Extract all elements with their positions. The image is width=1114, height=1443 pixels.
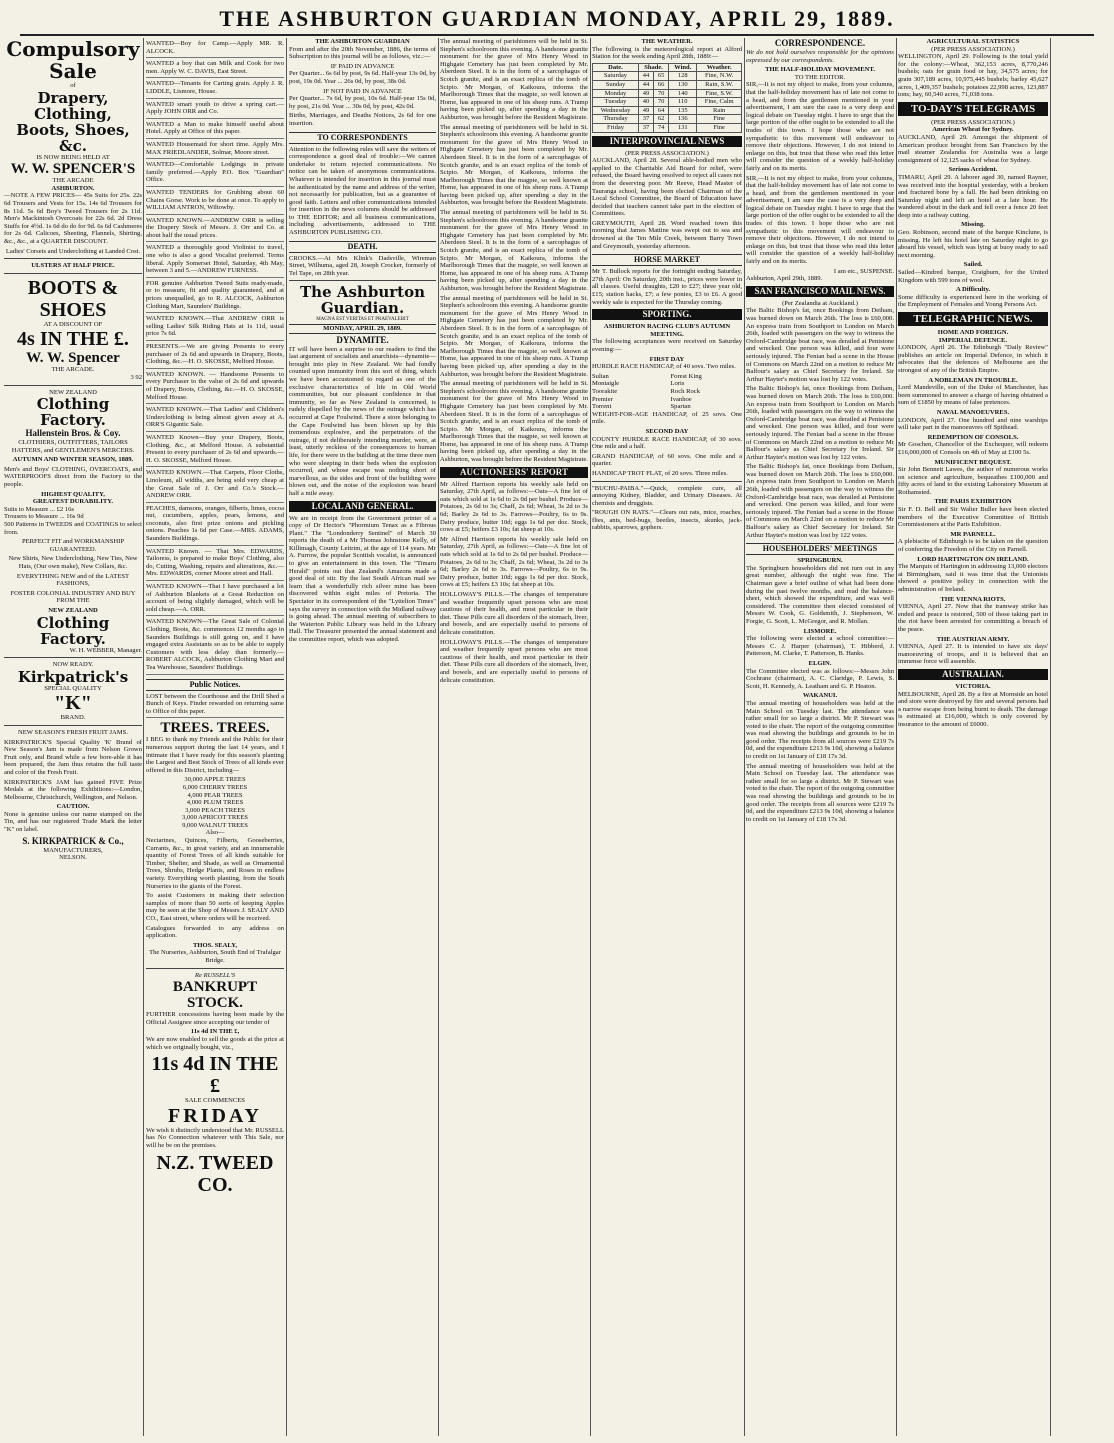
- discount-of: AT A DISCOUNT OF: [43, 320, 103, 328]
- weather-cell: 66: [654, 80, 669, 89]
- weather-cell: Sunday: [593, 80, 639, 89]
- divider: [4, 258, 142, 259]
- column-6-correspondence: [746, 38, 894, 1436]
- sailed-heading: Sailed.: [963, 261, 983, 269]
- we-wish: We wish it distinctly understood that Mr. RUSSELL has No Connection whatever with This Sale, nor will he be on the premises.: [146, 1126, 284, 1149]
- lost-notice: LOST between the Courthouse and the Drill Shed a Bunch of Keys. Finder rewarded on returning same to Office of this paper.: [146, 693, 284, 719]
- manufacturers: MANUFACTURERS,: [43, 846, 103, 854]
- clothiers-text: CLOTHIERS, OUTFITTERS, TAILORS HATTERS, and GENTLEMEN'S MERCERS.: [11, 439, 135, 454]
- drapery-heading: Drapery, Clothing,: [34, 88, 112, 123]
- weather-col-shade: Shade.: [638, 63, 668, 72]
- horse-name: Toorakite: [592, 387, 618, 395]
- trees-list-item: 30,000 APPLE TREES: [184, 776, 246, 784]
- paid-in-advance: IF PAID IN ADVANCE: [330, 62, 395, 70]
- spencer-two: W. W. Spencer: [26, 350, 120, 367]
- are-enabled: We are now enabled to sell the goods at the price at which we originally bought, viz.,: [146, 1035, 284, 1051]
- letter-signed: I am etc., SUSPENSE.: [833, 267, 894, 275]
- column-rule: [590, 38, 591, 1436]
- county-hurdle: COUNTY HURDLE RACE HANDICAP, of 30 sovs. One mile and a half.: [592, 435, 742, 451]
- wanted-ad: WANTED KNOWN—That I have purchased a lot of Ashburton Blankets at a Great Reduction on account of being slightly damaged, which will be sold cheap.—A. ORR.: [146, 583, 284, 616]
- kirkpatrick-heading: Kirkpatrick's: [17, 667, 129, 686]
- redemption-text: Mr Goschen, Chancellor of the Exchequer, will redeem £16,000,000 of Consols on 4th of May at £100 5s.: [898, 441, 1048, 456]
- austrian-heading: THE AUSTRIAN ARMY.: [936, 635, 1010, 643]
- now-ready: NOW READY.: [52, 661, 94, 669]
- sporting-heading: SPORTING.: [592, 309, 742, 320]
- catalogue-text: Catalogues forwarded to any address on application.: [146, 924, 284, 940]
- horse-name: Ivanhoe: [670, 395, 692, 403]
- trousers-price: Trousers to Measure ... 16s 9d: [4, 513, 84, 521]
- not-paid: IF NOT PAID IN ADVANCE: [323, 87, 402, 95]
- wanted-ad: WANTED smart youth to drive a spring cart.—Apply JOHN ORR and Co.: [146, 101, 284, 119]
- death-notice: CROOKS.—At Mrs Klink's Dadsville, Wireman Street, Wilhuma, aged 28, Joseph Crocker, formerly of Tel Tape, on 28th year.: [289, 254, 436, 277]
- weather-intro: The following is the meteorological report at Alford Station for the week ending April 28th, 1889:—: [592, 45, 742, 61]
- weather-cell: Rain, S.W.: [697, 80, 742, 89]
- trees-list-item: 4,000 PLUM TREES: [186, 799, 244, 807]
- trees-list-item: 4,000 PEAR TREES: [187, 791, 243, 799]
- weather-cell: 49: [638, 106, 653, 115]
- local-general-continued: The annual meeting of parishioners will be held in St. Stephen's schoolroom this evening. A handsome granite monument for the grave of Mrs Henry Wood in Highgate Cemetery has just been completed by Mr. Aberdeen Steel. It is in the form of a sarcophagus of Scotch granite, and is an exact replica of the tomb of Scipio. Mr Morgan, of Kaikoura, informs the Marlborough Times that the magpie, so well known at Home, has appeared in one of his sheep runs. A Tramp having been picked up, after spending a day in the Ashburton, was brought before the Resident Magistrate.: [440, 294, 588, 378]
- to-editor: TO THE EDITOR.: [794, 73, 846, 81]
- buchu-ad: "BUCHU-PAIBA."—Quick, complete cure, all annoying Kidney, Bladder, and Urinary Diseases. At chemists and druggists.: [592, 484, 742, 507]
- weather-cell: 135: [669, 106, 697, 115]
- munificent-text: Sir John Bennett Lawes, the author of numerous works on science and agriculture, bequeathes £100,000 and fifty acres of land to the existing Laboratory Museum at Rothamsted.: [898, 466, 1048, 496]
- weather-cell: 70: [654, 98, 669, 107]
- accident-text: TIMARU, April 29. A laborer aged 30, named Rayner, was received into the hospital yesterday, with a broken and fractured bone by a fall. He had been drinking on Saturday night and left an hotel at a late hour. He wandered about in the dark and fell over a fence 20 feet deep into a railway cutting.: [898, 173, 1048, 219]
- horse-name: Forest King: [670, 372, 702, 380]
- trees-assist: To assist Customers in making their selection samples of more than 50 sorts of keeping Apples may be seen at the Shop of Messrs J. SEALY AND CO., East street, where orders will be received.: [146, 892, 284, 922]
- wanted-ad: WANTED KNOWN—The Great Sale of Colonial Clothing, Boots, &c. commences 12 months ago in Saunders Buildings is still going on, and I have engaged extra Assistants so as to be able to supply Customers with less delay than formerly.—ROBERT ALCOCK, Ashburton Clothing Mart and Tea Warehouse, Saunders' Buildings.: [146, 618, 284, 674]
- munificent-heading: MUNIFICENT BEQUEST.: [934, 458, 1012, 466]
- springburn-text: The Springburn householders did not turn out in any great number, although the night was fine. The Chairman gave a brief outline of what had been done during the past twelve months, and read the balance-sheet, which showed the expenditure, and was well considered. The committee then elected consisted of Messrs W. Cook, G. Goldsmith, J. Stephenson, W. Forgie, G. Scott, L. McGregor, and R. Mollan.: [746, 564, 894, 625]
- naval-heading: NAVAL MANOEUVRES.: [936, 408, 1010, 416]
- weather-col-date: Date.: [593, 63, 639, 72]
- bankrupt-heading: BANKRUPT STOCK.: [172, 979, 258, 1012]
- weather-cell: 64: [654, 106, 669, 115]
- horse-name: Montaigle: [592, 380, 620, 388]
- patterns-text: 500 Patterns in TWEEDS and COATINGS to select from.: [4, 521, 142, 536]
- column-rule: [438, 38, 439, 1436]
- caution-text: None is genuine unless our name stamped on the Tin, and has our registered Trade Mark the letter "K" on label.: [4, 810, 142, 834]
- letter-text: SIR,—It is not my object to make, from your columns, that the half-holiday movement has of late not come to a head, and from the gentlemen mentioned in your advertisement, I am sure the case is a very deep and logical debate on Tuesday night. I have to urge that the large portion of the offer ought to be extended to all the trades of this town. I hope those who are not sympathetic to this movement will endeavour to remove their objections. However, I do not intend to enlarge on this, but trust that those who read this letter will consider the question of a weekly half-holiday fairly and on its merits.: [746, 81, 894, 172]
- weather-row: [593, 123, 742, 132]
- wanted-ad: WANTED KNOWN.—That ANDREW ORR is selling Ladies' Silk Riding Hats at 1s 11d, usual price 7s 6d.: [146, 315, 284, 341]
- american-wheat: American Wheat for Sydney.: [932, 126, 1014, 134]
- elgin-text: The Committee elected was as follows:—Messrs John Cochrane (chairman), A. C. Claridge, P. Lewis, S. Scott, H. Kennedy, A. Leatham and G. P. Heaton.: [746, 667, 894, 690]
- public-notices-heading: Public Notices.: [146, 679, 284, 691]
- racing-heading: ASHBURTON RACING CLUB'S AUTUMN MEETING.: [603, 323, 731, 338]
- elgin-heading: ELGIN.: [808, 659, 832, 667]
- trees-list-item: 6,000 CHERRY TREES: [182, 783, 248, 791]
- death-heading: DEATH.: [289, 241, 436, 253]
- imperial-text: LONDON, April 26. The Edinburgh "Daily Review" publishes an article on Imperial Defence, in which it advocates that the defences of Melbourne are the strongest of any of the British Empire.: [898, 344, 1048, 374]
- sf-mail-text: The Baltic Bishop's fat, once Bookings from Deiham, was burned down on March 26th. The loss is £60,000. An express train from Southport to London on March 26th, loaded with passengers on the way to witness the Oxford-Cambridge boat race, was derailed at Penistone and wrecked. One person was killed, and four were seriously injured. The Fenian bad a scene in the House of Commons on March 22nd on a motion to reduce Mr Balfour's salary as Chief Secretary for Ireland. Sir Arthur Hayter's motion was lost by 122 votes.: [746, 307, 894, 383]
- local-general-heading: LOCAL AND GENERAL.: [289, 501, 436, 512]
- wanted-ad: WANTED KNOWN.—ANDREW ORR is selling the Drapery Stock of Messrs. J. Orr and Co. at about half the usual prices.: [146, 217, 284, 243]
- four-shillings-heading: 4s IN THE £.: [17, 328, 129, 351]
- column-3-editorial: [289, 38, 436, 1436]
- victoria-text: MELBOURNE, April 28. By a fire at Mornside an hotel and store were destroyed by fire and several persons had a narrow escape from being burnt to death. The damage is estimated at £16,000, which is only covered by insurance to the amount of £6000.: [898, 690, 1048, 728]
- weather-cell: Wednesday: [593, 106, 639, 115]
- re-russell: Re RUSSELL'S: [194, 971, 236, 979]
- thos-sealy: THOS. SEALY,: [192, 941, 238, 949]
- vienna-heading: THE VIENNA RIOTS.: [940, 595, 1006, 603]
- redemption-heading: REDEMPTION OF CONSOLS.: [927, 433, 1019, 441]
- greymouth-news: GREYMOUTH, April 28. Word reached town this morning that James Mattine was swept out to sea and drowned at the Ten Mile Creek, between Barry Town and Greymouth, yesterday afternoon.: [592, 219, 742, 250]
- column-rule: [744, 38, 745, 1436]
- compulsory-sale-heading: Compulsory Sale: [6, 38, 140, 83]
- terms-heading: THE ASHBURTON GUARDIAN: [315, 38, 410, 45]
- weather-cell: Fine: [697, 115, 742, 124]
- nobleman-heading: A NOBLEMAN IN TROUBLE.: [928, 376, 1018, 384]
- weather-row: [593, 106, 742, 115]
- auctioneers-heading: AUCTIONEERS' REPORT: [440, 467, 588, 478]
- naval-text: LONDON, April 27. One hundred and nine warships will take part in the manoeuvres off Spithead.: [898, 416, 1048, 432]
- weather-cell: 136: [669, 115, 697, 124]
- wanted-ad: WANTED Known—Buy your Drapery, Boots, Clothing, &c., at Melford House. A substantial Present to every purchaser of 2s 6d and upwards.—H. O. SKOSSE, Melford House.: [146, 434, 284, 467]
- masthead-title: THE ASHBURTON GUARDIAN MONDAY, APRIL 29, 1889.: [219, 6, 895, 31]
- press-assoc: (PER PRESS ASSOCIATION.): [625, 149, 709, 157]
- weather-table: [592, 63, 742, 133]
- k-brand: "K": [54, 692, 92, 715]
- horse-name: Sultan: [592, 372, 609, 380]
- foster-text: FOSTER COLONIAL INDUSTRY AND BUY FROM THE: [10, 589, 136, 605]
- weather-cell: Thursday: [593, 115, 639, 124]
- trees-list: [146, 776, 284, 829]
- wakanui-text: The annual meeting of householders was held at the Main School on Tuesday last. The attendance was rather small for so large a district. Mr P. Stewart was voted to the chair. The report of the outgoing committee was read showing the buildings and grounds to be in good order. The receipts from all sources were £219 7s 0d, and the expenditure £213 9s 10d, showing a balance to credit on 1st January of £18 17s 3d.: [746, 699, 894, 761]
- telegram-press: (PER PRESS ASSOCIATION.): [931, 118, 1015, 126]
- nobleman-text: Lord Mandeville, son of the Duke of Manchester, has been summoned to answer a charge of having obtained a sum of £1850 by means of false pretences.: [898, 384, 1048, 407]
- presents-ad: PRESENTS.—We are giving Presents to every purchaser of 2s 6d and upwards in Drapery, Boots, Clothing, &c.—H. O. SKOSSE, Melford House.: [146, 343, 284, 369]
- correspondents-heading: TO CORRESPONDENTS: [289, 132, 436, 144]
- brand-text: BRAND.: [60, 714, 86, 722]
- clothing-factory-two: Clothing Factory.: [36, 613, 110, 648]
- wanted-ad: WANTED—Boy for Camp.—Apply MR. R. ALCOCK.: [146, 40, 284, 58]
- local-general-continued: The annual meeting of parishioners will be held in St. Stephen's schoolroom this evening. A handsome granite monument for the grave of Mrs Henry Wood in Highgate Cemetery has just been completed by Mr. Aberdeen Steel. It is in the form of a sarcophagus of Scotch granite, and is an exact replica of the tomb of Scipio. Mr Morgan, of Kaikoura, informs the Marlborough Times that the magpie, so well known at Home, has appeared in one of his sheep runs. A Tramp having been picked up, after spending a day in the Ashburton, was brought before the Resident Magistrate.: [440, 123, 588, 207]
- holloway-ad: HOLLOWAY'S PILLS.—The changes of temperature and weather frequently upset persons who are most cautious of their health, and most particular in their diet. These Pills cure all disorders of the stomach, liver, and bowels, and are especially useful to persons of delicate constitution.: [440, 638, 588, 684]
- weather-rows: [593, 72, 742, 132]
- local-general-article: We are in receipt from the Government printer of a copy of Dr Hector's "Phormium Tenax as a Fibrous Plant." The "Londonderry Sentinel" of March 30 reports the death of a Mr Thomas Johnstone Kelly, of Killimagh, County Leitrim, at the age of 114 years. Mr A. Furrow, the popular Scottish vocalist, is announced to give an entertainment in this town. The "Timaru Herald" points out that Zealand's Amazons made a good deal of stir. By the last South African mail we learn that a wonderfully rich silver mine has been discovered within eight miles of Pretoria. The Spectator in its correspondent of the "Lyttelton Times" says the survey in connection with the Midland railway is going ahead. The annual meeting of subscribers to the Waterton Public Library was held in the Library Hall. The Treasurer presented the annual statement and the committee report, which was adopted.: [289, 514, 436, 643]
- letter-dated: Ashburton, April 29th, 1889.: [746, 275, 823, 283]
- caution-heading: CAUTION.: [56, 803, 90, 811]
- per-quarter: Per Quarter... 6s 6d by post, 9s 6d. Half-year 13s 0d, by post, 19s 0d. Year ... 26s 0d, by post, 38s 0d.: [289, 70, 436, 85]
- weather-row: [593, 98, 742, 107]
- ashburton-text: ASHBURTON.: [51, 184, 95, 192]
- genuine-tweed-ad: FOR genuine Ashburton Tweed Suits ready-made, or to measure, fit and quality guaranteed, and at prices unequalled, go to R. ALCOCK, Ashburton Clothing Mart, Saunders' Buildings.: [146, 280, 284, 313]
- weather-row: [593, 80, 742, 89]
- trees-list-item: 9,000 WALNUT TREES: [182, 821, 248, 829]
- arcade-two: THE ARCADE.: [51, 366, 95, 374]
- divider: [289, 280, 436, 281]
- sf-mail-heading: SAN FRANCISCO MAIL NEWS.: [746, 286, 894, 297]
- letter-text: SIR,—It is not my object to make, from your columns, that the half-holiday movement has of late not come to a head, and from the gentlemen mentioned in your advertisement, I am sure the case is a very deep and logical debate on Tuesday night. I have to urge that the large portion of the offer ought to be extended to all the trades of this town. I hope those who are not sympathetic to this movement will endeavour to remove their objections. However, I do not intend to enlarge on this, but trust that those who read this letter will consider the question of a weekly half-holiday fairly and on its merits.: [746, 174, 894, 266]
- vienna-text: VIENNA, April 27. Now that the tramway strike has ended and peace is restored, 500 of those taking part in the riot have been arrested for committing a breach of the peace.: [898, 603, 1048, 633]
- hurdle-list: [592, 373, 742, 411]
- agri-heading: AGRICULTURAL STATISTICS: [926, 38, 1020, 45]
- births-notice: Births, Marriages, and Deaths Notices, 2s 6d for one insertion.: [289, 112, 436, 127]
- webber-manager: W. H. WEBBER, Manager.: [69, 646, 142, 654]
- nz-two: NEW ZEALAND: [48, 606, 98, 614]
- victoria-heading: VICTORIA.: [955, 682, 991, 690]
- divider: [4, 657, 142, 658]
- correspondence-heading: CORRESPONDENCE.: [774, 38, 866, 48]
- difficulty-heading: A Difficulty.: [955, 286, 991, 294]
- further-text: FURTHER concessions having been made by the Official Assignee since accepting our tender of: [146, 1011, 284, 1026]
- column-2-wanted: [146, 38, 284, 1436]
- kirk-para2: KIRKPATRICK'S JAM has gained FIVE Prize Medals at the following Exhibitions:—London, Melbourne, Christchurch, Wellington, and Nelson.: [4, 778, 142, 801]
- missing-text: Geo. Robinson, second mate of the barque Kinclune, is missing. He left his hotel late on Saturday night to go aboard his vessel, which was lying at buoy ready to sail next morning.: [898, 229, 1048, 259]
- racing-intro: The following acceptances were received on Saturday evening:—: [592, 338, 742, 353]
- handicap-trot: HANDICAP TROT FLAT, of 20 sovs. Three miles.: [592, 469, 728, 477]
- wanted-ad: WANTED KNOWN. — Handsome Presents to every Purchaser to the value of 2s 6d and upwards of Drapery, Boots, Clothing, &c.—H. O. SKOSSE, Melford House.: [146, 371, 284, 404]
- wanted-ad: WANTED KNOWN.—That Ladies' and Children's Underclothing is being almost given away at A. ORR'S Gigantic Sale.: [146, 406, 284, 432]
- weather-cell: 62: [654, 115, 669, 124]
- nz-text: NEW ZEALAND: [49, 388, 97, 396]
- serious-accident: Serious Accident.: [948, 166, 998, 174]
- trees-text: I BEG to thank my Friends and the Public for their numerous support during the last 14 years, and I intimate that I have ready for this season's planting the Largest and Best Stock of Trees of all kinds ever offered in this District, including—: [146, 736, 284, 774]
- weather-cell: Monday: [593, 89, 639, 98]
- autumn-text: AUTUMN AND WINTER SEASON, 1889.: [12, 456, 134, 464]
- australian-heading: AUSTRALIAN.: [898, 669, 1048, 680]
- dateline: MONDAY, APRIL 29, 1889.: [289, 324, 436, 334]
- column-4-local: [440, 38, 588, 1436]
- lismore-heading: LISMORE.: [803, 627, 837, 635]
- horse-name: Roch Rock: [670, 387, 700, 395]
- local-general-continued: The annual meeting of parishioners will be held in St. Stephen's schoolroom this evening. A handsome granite monument for the grave of Mrs Henry Wood in Highgate Cemetery has just been completed by Mr. Aberdeen Steel. It is in the form of a sarcophagus of Scotch granite, and is an exact replica of the tomb of Scipio. Mr Morgan, of Kaikoura, informs the Marlborough Times that the magpie, so well known at Home, has appeared in one of his sheep runs. A Tramp having been picked up, after spending a day in the Ashburton, was brought before the Resident Magistrate.: [440, 209, 588, 292]
- ladies-corsets: Ladies' Corsets and Underclothing at Landed Cost.: [5, 247, 141, 255]
- paris-heading: THE PARIS EXHIBITION: [934, 498, 1012, 506]
- agri-text: WELLINGTON, April 29. Following is the total yield for the colony:—Wheat, 362,153 acres, 8,770,246 bushels; oats for grain food or hay, 34,575 acres; for grain 307,189 acres, 10,975,445 bushels; barley 45,627 acres, 1,409,357 bushels; potatoes 22,998 acres, 123,887 tons; hay, 60,540 acres, 71,038 tons.: [898, 53, 1048, 99]
- trees-also: Also—: [205, 829, 225, 837]
- spencer-name: W. W. SPENCER'S: [10, 161, 136, 178]
- parnell-heading: MR PARNELL.: [950, 530, 996, 538]
- boots-heading: Boots, Shoes, &c.: [16, 120, 130, 155]
- dynamite-heading: DYNAMITE.: [336, 334, 389, 345]
- wanted-ad: WANTED a Man to make himself useful about Hotel. Apply at Office of this paper.: [146, 121, 284, 139]
- special-quality: SPECIAL QUALITY: [44, 684, 102, 692]
- householders-heading: HOUSEHOLDERS' MEETINGS: [746, 543, 894, 555]
- eleven-text: 11s 4d IN THE £,: [190, 1028, 240, 1036]
- sf-mail-text: The Baltic Bishop's fat, once Bookings from Deiham, was burned down on March 26th. The loss is £60,000. An express train from Southport to London on March 26th, loaded with passengers on the way to witness the Oxford-Cambridge boat race, was derailed at Penistone and wrecked. One person was killed, and four were seriously injured. The Fenian bad a scene in the House of Commons on March 22nd on a motion to reduce Mr Balfour's salary as Chief Secretary for Ireland. Sir Arthur Hayter's motion was lost by 122 votes.: [746, 385, 894, 461]
- wanted-ad: WANTED a thoroughly good Violinist to travel, one who is also a good Vocalist preferred. Terms liberal. Apply Somerset Hotel, Saturday, 4th May, between 3 and 5.—ANDREW FURNESS.: [146, 244, 284, 277]
- sailed-text: Sailed—Kindred barque, Craigburn, for the United Kingdom with 599 tons of wool.: [898, 269, 1048, 284]
- parnell-text: A plebiscite of Edinburgh is to be taken on the question of conferring the Freedom of the City on Parnell.: [898, 538, 1048, 554]
- home-foreign: HOME AND FOREIGN.: [937, 329, 1009, 336]
- divider: [4, 273, 142, 274]
- weather-row: [593, 115, 742, 124]
- weather-cell: 37: [638, 123, 653, 132]
- wanted-ad: WANTED Known. — That Mrs. EDWARDS, Tailoress, is prepared to make Boys' Clothing, also do, Cutting, Washing, repairs and alterations, &c.—Mrs. EDWARDS, corner Moore street and Hall.: [146, 548, 284, 581]
- arcade-text: THE ARCADE: [52, 177, 94, 185]
- wanted-ad: WANTED—Tenants for Carting grain. Apply J. R. LIDDLE, Lismore, House.: [146, 80, 284, 98]
- wanted-ad: WANTED—Comfortable Lodgings in private family preferred.—Apply P.O. Box "Guardian" Office.: [146, 161, 284, 187]
- friday-heading: FRIDAY: [168, 1104, 262, 1127]
- weather-cell: Fine, S.W.: [697, 89, 742, 98]
- now-being-held: IS NOW BEING HELD AT: [36, 153, 110, 161]
- weather-cell: 65: [654, 72, 669, 81]
- ad-ref: 3 92: [130, 373, 142, 381]
- column-5-news: [592, 38, 742, 1436]
- weather-cell: 49: [638, 89, 653, 98]
- hurdle-race: HURDLE RACE HANDICAP, of 40 sovs. Two miles.: [592, 363, 736, 371]
- trees-list-item: 3,000 APRICOT TREES: [182, 814, 248, 822]
- auckland-news: AUCKLAND, April 28. Several able-bodied men who applied to the Charitable Aid Board for relief, were refused, the Board having resolved to reject all cases not from the deserving poor. Mr Reeve, Head Master of Tauranga school, having been elected Chairman of the Local School Committee, the Board of Education have decided that teachers cannot take part in the election of Committees.: [592, 157, 742, 218]
- divider: [4, 385, 142, 386]
- weather-cell: 70: [654, 89, 669, 98]
- weight-for-age: WEIGHT-FOR-AGE HANDICAP, of 25 sovs. One mile.: [592, 410, 742, 426]
- sf-press: (Per Zealandia at Auckland.): [782, 299, 858, 307]
- prices-note: —NOTE A FEW PRICES— 45s Suits for 25s. 22s 6d Trousers and Vests for 15s. 14s 6d Trousers for 8s 11d. 5s 6d Boy's Tweed Trousers for 2s 11d. Men's Mackintosh Overcoats for 22s 6d. 2d Dress Stuffs for 4½d. 1s 6d do do for 9d. 6s 6d Cashmeres for 2s 6d. Calicoes, Sheeting, Flannels, Shirting, &c., &c., at a QUARTER DISCOUNT.: [4, 192, 142, 245]
- first-day: FIRST DAY: [649, 355, 685, 363]
- weather-cell: 110: [669, 98, 697, 107]
- horse-name: Premier: [592, 395, 613, 403]
- kirk-co: S. KIRKPATRICK & Co.,: [22, 835, 124, 846]
- difficulty-text: Some difficulty is experienced here in the working of the Employment of Females and Young Persons Act.: [898, 293, 1048, 309]
- greatest-durability: GREATEST DURABILITY.: [32, 498, 114, 506]
- dynamite-article: IT will have been a surprise to our readers to find the last argument of socialists and anarchists—dynamite—brought into play in New Zealand. We had fondly counted upon immunity from this sort of thing, which we have been accustomed to regard as one of the exclusive characteristics of life in Old World communities, but our pleasant confidence in that immunity, so far as New Zealand is concerned, is rudely dispelled by the news of the outrage which has occurred at Cape Foulwind. There a store belonging to the Cape Foulwind has been blown up by this tremendous explosive, and the perpetrators of the outrage, if not deliberately intending murder, were, at least, utterly reckless of the consequences to human life, for there were in the building at the time three men who were sleeping in their beds when the explosion occurred, and whose escape was nothing short of marvellous, as the sides and front of the building were blown out, and the noise of the explosion was heard half a mile away.: [289, 345, 436, 497]
- springburn-heading: SPRINGBURN.: [797, 557, 843, 565]
- correspondence-note: We do not hold ourselves responsible for the opinions expressed by our correspondents.: [746, 49, 894, 64]
- telegraphic-heading: TELEGRAPHIC NEWS.: [898, 312, 1048, 326]
- horse-name: Torrent: [592, 403, 612, 411]
- auctioneers-report: Mr Alfred Harrison reports his weekly sale held on Saturday, 27th April, as follows:—Oats—A fine lot of oats which sold at 1s 6d to 2s 0d per bushel. Produce—Potatoes, 2s 6d to 3s; Chaff, 2s 6d; Wheat, 3s 2d to 3s 6d; Barley 2s 6d to 3s. Farrows—Poultry, 6s to 9s. Dairy produce, butter 10d; eggs 1s 6d per doz. Stock, cows at £5; heifers £3 10s; fat sheep at 10s.: [440, 480, 588, 534]
- not-paid-rates: Per Quarter... 7s 6d, by post, 10s 6d. Half-year 15s 0d, by post, 21s 0d. Year ... 30s 0d, by post, 42s 0d.: [289, 95, 436, 110]
- big-price: 11s 4d IN THE £: [151, 1053, 279, 1098]
- weather-cell: Fine, N.W.: [697, 72, 742, 81]
- mens-boys-text: Men's and Boys' CLOTHING, OVERCOATS, and WATERPROOFS direct from the Factory to the people.: [4, 465, 142, 489]
- lismore-text: The following were elected a school committee:—Messrs C. J. Harper (chairman), T. Hibberd, J. Patterson, M. Clarke, T. Patterson, B. Hanks.: [746, 635, 894, 658]
- wanted-ad: WANTED TENDERS for Grubbing about 60 Chains Gorse. Work to be done at once. To apply to WILLIAM ANTRON, Wiltowby.: [146, 189, 284, 215]
- imperial-defence: IMPERIAL DEFENCE.: [938, 336, 1008, 344]
- column-8-edge: [1052, 38, 1110, 1436]
- todays-telegrams-heading: TO-DAY'S TELEGRAMS: [898, 102, 1048, 116]
- wakanui-heading: WAKANUI.: [802, 692, 838, 700]
- divider: [4, 725, 142, 726]
- new-seasons: NEW SEASON'S FRESH FRUIT JAMS.: [18, 728, 128, 736]
- sale-commences: SALE COMMENCES: [185, 1097, 245, 1105]
- horse-market: Mr T. Bullock reports for the fortnight ending Saturday, 27th April: On Saturday, 20th inst., prices were lower in all classes. Useful draughts, £20 to £27; three year old, £15; station hacks, £7; a few ponies, £3 to £6. A good weekly sale is expected for the Thursday coming.: [592, 268, 742, 306]
- everything-new: EVERYTHING NEW and of the LATEST FASHIONS,: [16, 572, 130, 588]
- column-rule: [1050, 38, 1051, 1436]
- weather-cell: Saturday: [593, 72, 639, 81]
- weather-col-weather: Weather.: [697, 63, 742, 72]
- column-7-telegrams: [898, 38, 1048, 1436]
- trees-heading: TREES. TREES.: [160, 720, 270, 737]
- half-holiday-heading: THE HALF-HOLIDAY MOVEMENT.: [765, 66, 875, 74]
- nz-tweed-heading: N.Z. TWEED CO.: [156, 1151, 274, 1196]
- weather-row: [593, 89, 742, 98]
- paper-title: The Ashburton Guardian.: [300, 283, 425, 318]
- trees-more: Nectarines, Quinces, Filberts, Gooseberries, Currants, &c., in great variety, and an innumerable quantity of Forest Trees of all kinds suitable for Timber, Shelter, and Shade, as well as Ornamental Trees, Shrubs, Hedge Plants, and Roses in endless variety. Everything worth planting, from the South Nurseries to the giants of the Forest.: [146, 837, 284, 890]
- boots-shoes-heading: BOOTS & SHOES: [27, 276, 119, 321]
- perfect-fit: PERFECT FIT and WORKMANSHIP GUARANTEED.: [21, 538, 125, 553]
- wanted-ad: WANTED Housemaid for short time. Apply Mrs. MAX FRIEDLANDER, Solmar, Moore street.: [146, 141, 284, 159]
- weather-cell: Friday: [593, 123, 639, 132]
- weather-row: [593, 72, 742, 81]
- terms-text: From and after the 20th November, 1886, the terms of Subscription to this journal will be as follows, viz.:—: [289, 45, 436, 61]
- holloway-ad: HOLLOWAY'S PILLS.—The changes of temperature and weather frequently upset persons who are most cautious of their health, and most particular in their diet. These Pills cure all disorders of the stomach, liver, and bowels, and are especially useful to persons of delicate constitution.: [440, 590, 588, 636]
- column-1-advertisements: [4, 38, 142, 1436]
- hartington-text: The Marquis of Hartington in addressing 13,000 electors at Birmingham, said it was time that the Unionists showed a positive policy in connection with the administration of Ireland.: [898, 563, 1048, 593]
- divider: [592, 481, 742, 482]
- weather-cell: 131: [669, 123, 697, 132]
- weather-cell: 130: [669, 80, 697, 89]
- wanted-ad: WANTED a boy that can Milk and Cook for two men. Apply W. C. DAVIS, East Street.: [146, 60, 284, 78]
- column-rule: [896, 38, 897, 1436]
- horse-market-heading: HORSE MARKET: [592, 254, 742, 266]
- grand-handicap: GRAND HANDICAP, of 60 sovs. One mile and a quarter.: [592, 452, 742, 468]
- paris-text: Sir F. D. Bell and Sir Walter Buller have been elected members of the Executive Committee of British Commissioners at the Paris Exhibition.: [898, 506, 1048, 529]
- suits-price: Suits to Measure ... £2 16s: [4, 505, 74, 513]
- weather-heading: THE WEATHER.: [641, 38, 693, 45]
- interprov-heading: INTERPROVINCIAL NEWS: [592, 136, 742, 147]
- trees-list-item: 3,000 PEACH TREES: [185, 806, 245, 814]
- wakanui-text: The annual meeting of householders was held at the Main School on Tuesday last. The attendance was rather small for so large a district. Mr P. Stewart was voted to the chair. The report of the outgoing committee was read showing the buildings and grounds to be in good order. The receipts from all sources were £219 7s 0d, and the expenditure £213 9s 10d, showing a balance to credit on 1st January of £18 17s 3d.: [746, 762, 894, 823]
- auctioneers-report: Mr Alfred Harrison reports his weekly sale held on Saturday, 27th April, as follows:—Oats—A fine lot of oats which sold at 1s 6d to 2s 0d per bushel. Produce—Potatoes, 2s 6d to 3s; Chaff, 2s 6d; Wheat, 3s 2d to 3s 6d; Barley 2s 6d to 3s. Farrows—Poultry, 6s to 9s. Dairy produce, butter 10d; eggs 1s 6d per doz. Stock, cows at £5; heifers £3 10s; fat sheep at 10s.: [440, 535, 588, 589]
- divider: [146, 968, 284, 969]
- clothing-factory-heading: Clothing Factory.: [36, 395, 110, 430]
- masthead: [20, 4, 1094, 36]
- second-day: SECOND DAY: [645, 427, 689, 435]
- weather-cell: 37: [638, 115, 653, 124]
- weather-cell: Fine, Calm: [697, 98, 742, 107]
- weather-cell: Rain: [697, 106, 742, 115]
- new-shirts: New Shirts, New Underclothing, New Ties, New Hats, (Our own make), New Collars, &c.: [8, 555, 138, 570]
- hallenstein-heading: Hallenstein Bros. & Coy.: [25, 428, 121, 439]
- motto: MAGNA EST VERITAS ET PRAEVALEBIT: [316, 317, 409, 323]
- weather-cell: 44: [638, 72, 653, 81]
- local-general-continued: The annual meeting of parishioners will be held in St. Stephen's schoolroom this evening. A handsome granite monument for the grave of Mrs Henry Wood in Highgate Cemetery has just been completed by Mr. Aberdeen Steel. It is in the form of a sarcophagus of Scotch granite, and is an exact replica of the tomb of Scipio. Mr Morgan, of Kaikoura, informs the Marlborough Times that the magpie, so well known at Home, has appeared in one of his sheep runs. A Tramp having been picked up, after spending a day in the Ashburton, was brought before the Resident Magistrate.: [440, 380, 588, 464]
- rough-on-rats-ad: "ROUGH ON RATS."—Clears out rats, mice, roaches, flies, ants, bed-bugs, beetles, insects, skunks, jack-rabbits, sparrows, gophers.: [592, 509, 742, 532]
- american-text: AUCKLAND, April 29. Amongst the shipment of American produce brought from San Francisco by the mail steamer Zealandia for Australia was a large consignment of 12,125 sacks of wheat for Sydney.: [898, 133, 1048, 164]
- column-rule: [143, 38, 144, 1436]
- column-rule: [286, 38, 287, 1436]
- weather-cell: 44: [638, 80, 653, 89]
- weather-col-wind: Wind.: [669, 63, 697, 72]
- nurseries: The Nurseries, Ashburton, South End of Trafalgar Bridge.: [149, 949, 281, 964]
- weather-cell: Fine: [697, 123, 742, 132]
- ulsters-text: ULSTERS AT HALF PRICE.: [31, 262, 115, 270]
- weather-cell: 128: [669, 72, 697, 81]
- highest-quality: HIGHEST QUALITY,: [41, 490, 105, 498]
- kirk-para: KIRKPATRICK'S Special Quality 'K' Brand of New Season's Jam is made from Nelson Grown Fruit only, and Brand while a few bore-able it has been prepared, the Jam thus retains the full taste and color of the Fresh Fruit.: [4, 738, 142, 776]
- missing-heading: Missing.: [961, 221, 985, 229]
- correspondents-text: Attention to the following rules will save the writers of correspondence a good deal of trouble:—We cannot undertake to return rejected communications. No notice can be taken of anonymous communications. Whatever is intended for insertion in this journal must be authenticated by the name and address of the writer, not necessarily for publication, but as a guarantee of good faith. Letters and other communications intended for insertion in the news columns should be addressed to THE EDITOR; and all business communications, including advertisements, addressed to THE ASHBURTON PUBLISHING CO.: [289, 145, 436, 237]
- agri-press: (PER PRESS ASSOCIATION.): [931, 45, 1015, 53]
- nelson: NELSON.: [59, 854, 87, 862]
- of-text: of: [70, 82, 76, 89]
- austrian-text: VIENNA, April 27. It is intended to have six days' manoeuvring of troops, and it is believed that an immense force will assemble.: [898, 643, 1048, 666]
- sf-mail-text: The Baltic Bishop's fat, once Bookings from Deiham, was burned down on March 26th. The loss is £60,000. An express train from Southport to London on March 26th, loaded with passengers on the way to witness the Oxford-Cambridge boat race, was derailed at Penistone and wrecked. One person was killed, and four were seriously injured. The Fenian bad a scene in the House of Commons on March 22nd on a motion to reduce Mr Balfour's salary as Chief Secretary for Ireland. Sir Arthur Hayter's motion was lost by 122 votes.: [746, 463, 894, 539]
- hartington-heading: LORD HARTINGTON ON IRELAND.: [917, 555, 1029, 563]
- local-general-continued: The annual meeting of parishioners will be held in St. Stephen's schoolroom this evening. A handsome granite monument for the grave of Mrs Henry Wood in Highgate Cemetery has just been completed by Mr. Aberdeen Steel. It is in the form of a sarcophagus of Scotch granite, and is an exact replica of the tomb of Scipio. Mr Morgan, of Kaikoura, informs the Marlborough Times that the magpie, so well known at Home, has appeared in one of his sheep runs. A Tramp having been picked up, after spending a day in the Ashburton, was brought before the Resident Magistrate.: [440, 38, 588, 121]
- horse-name: Spartan: [670, 403, 691, 411]
- weather-cell: 140: [669, 89, 697, 98]
- wanted-ad: WANTED KNOWN.—That Carpets, Floor Cloths, Linoleum, all widths, are being sold very cheap at the Great Sale of J. Orr and Co.'s Stock.—ANDREW ORR.: [146, 469, 284, 502]
- weather-cell: 74: [654, 123, 669, 132]
- horse-name: Loris: [670, 380, 685, 388]
- peaches-ad: PEACHES, damsons, oranges, filberts, limes, cocoa nut, cucumbers, apples, pears, lemons, and coconuts, also first prize onions and pickling onions. Peaches 1s 6d per Case.—MRS. ADAMS, Saunders Buildings.: [146, 505, 284, 546]
- weather-cell: 40: [638, 98, 653, 107]
- weather-cell: Tuesday: [593, 98, 639, 107]
